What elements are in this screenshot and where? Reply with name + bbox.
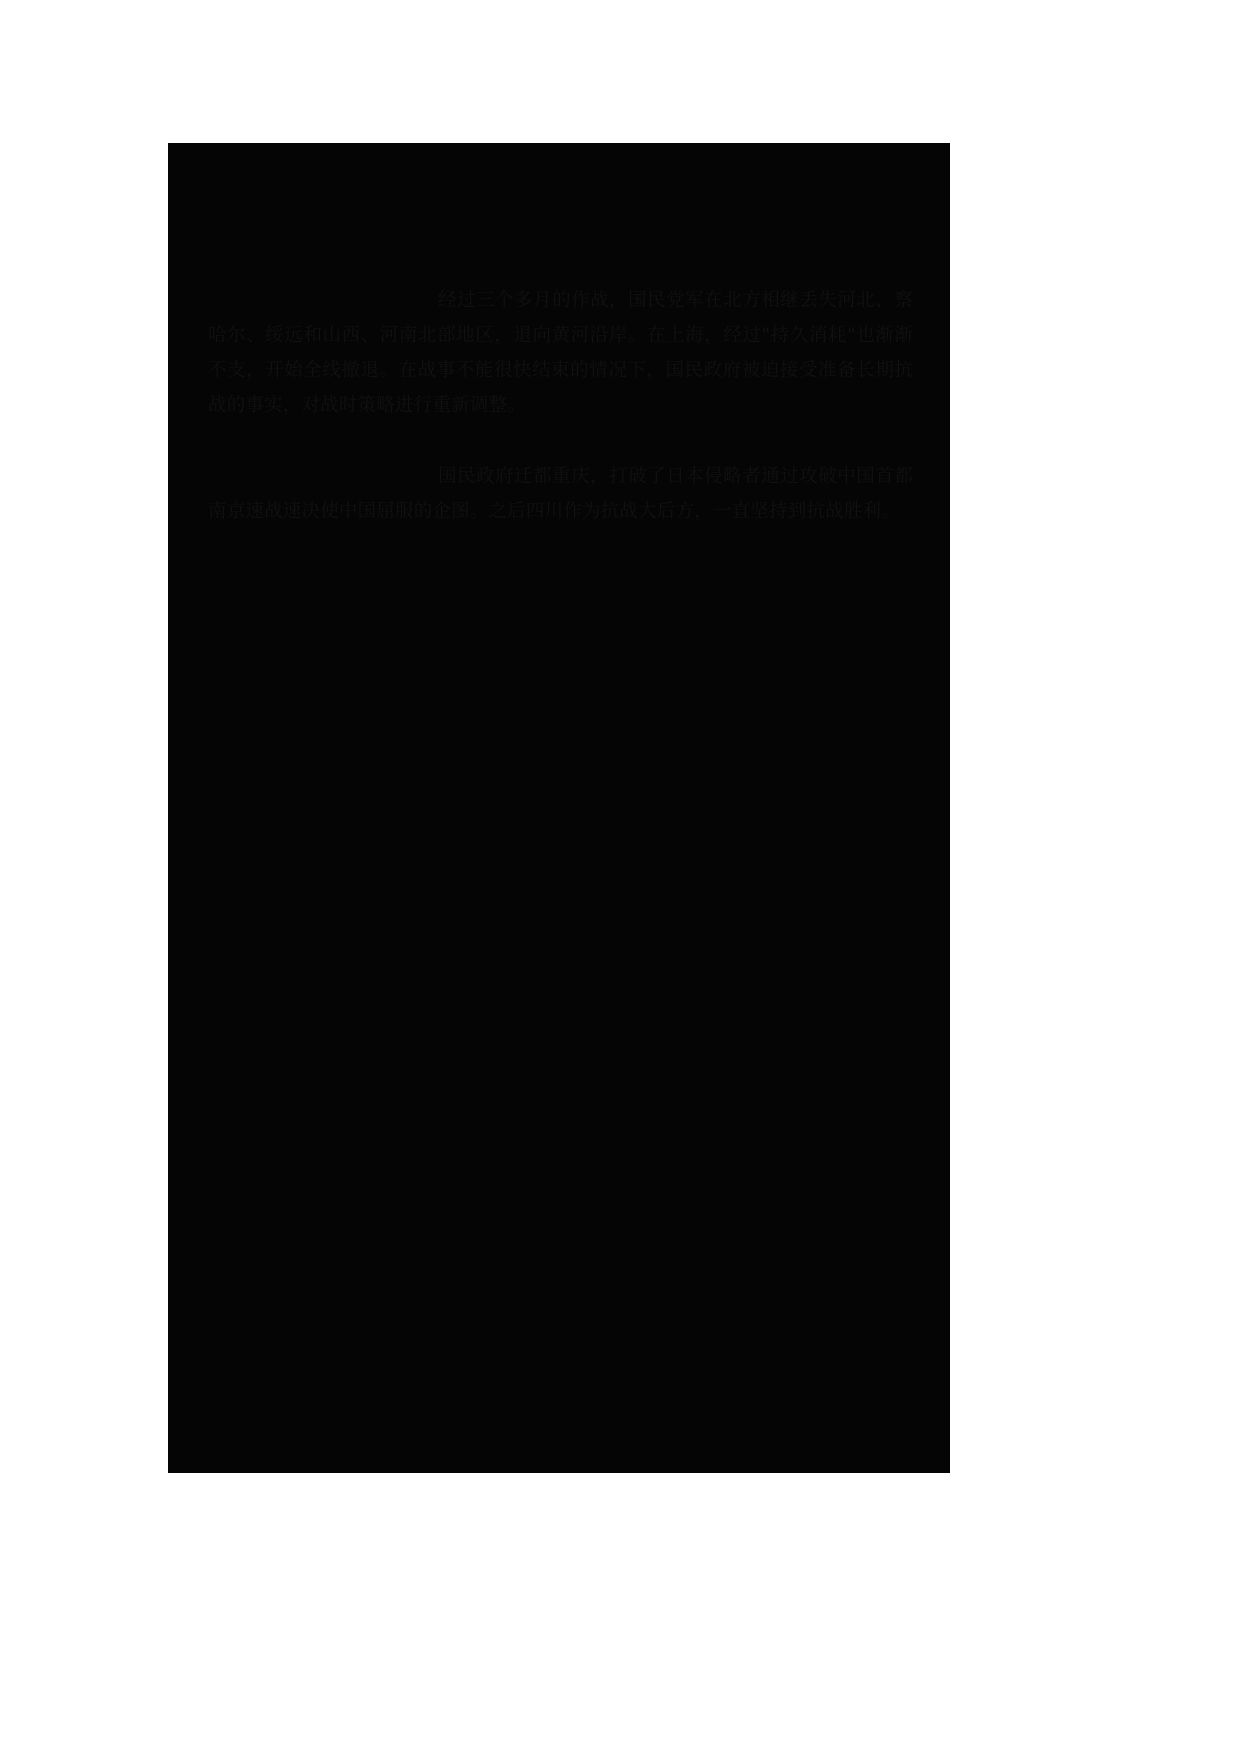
paragraph: 经过三个多月的作战，国民党军在北方相继丢失河北、察哈尔、绥远和山西、河南北部地区，退向黄河沿岸。在上海，经过"持久消耗"也渐渐不支，开始全线撤退。在战事不能很快结束的情况下，国民政府被迫接受准备长期抗战的事实，对战时策略进行重新调整。 [208,290,913,416]
document-canvas [168,143,950,1473]
paragraph: 国民政府迁都重庆，打破了日本侵略者通过攻破中国首都南京速战速决使中国屈服的企图。之后四川作为抗战大后方，一直坚持到抗战胜利。 [208,466,913,522]
document-text-body [208,283,913,529]
